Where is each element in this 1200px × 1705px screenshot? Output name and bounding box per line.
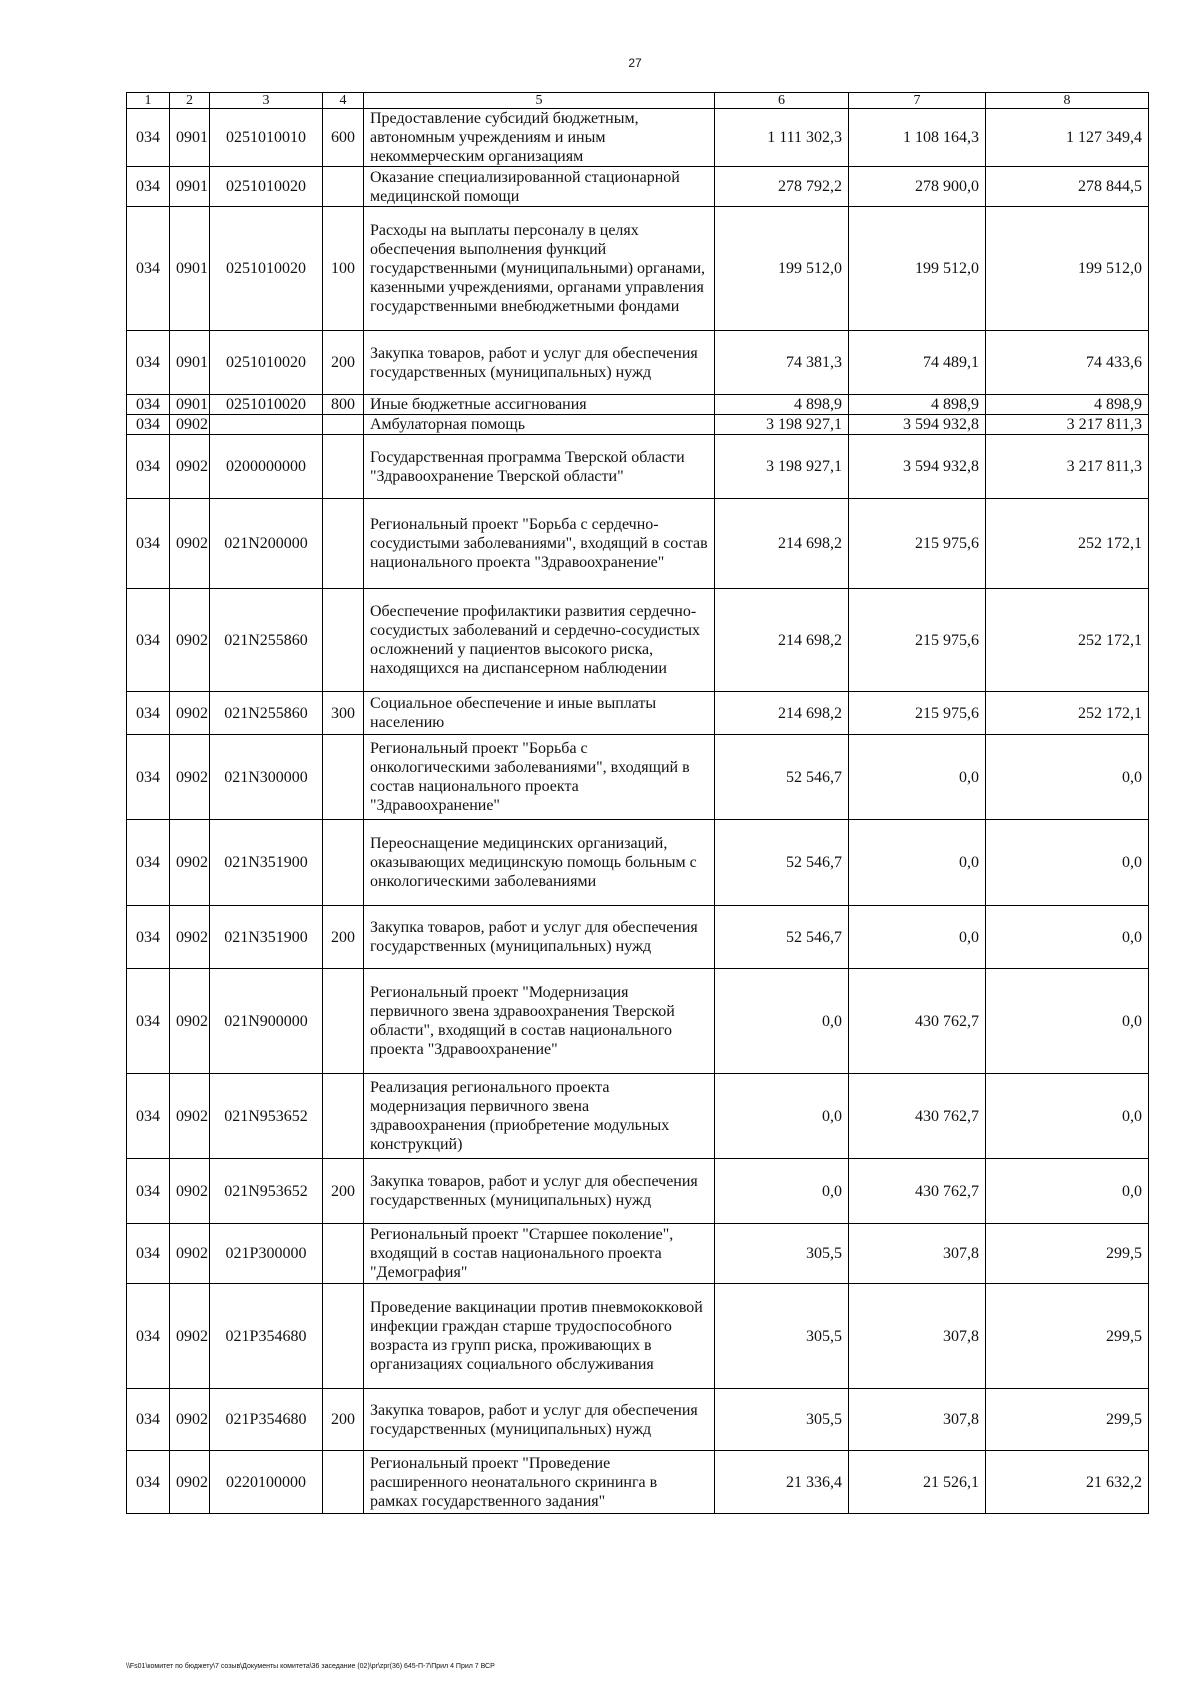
expense-type-cell: 200 — [323, 1389, 364, 1451]
ministry-code-cell: 034 — [127, 589, 170, 692]
amount-col8-cell: 3 217 811,3 — [986, 415, 1149, 435]
amount-col6-cell: 214 698,2 — [715, 692, 849, 735]
amount-col7-cell: 3 594 932,8 — [849, 435, 986, 499]
amount-col7-cell: 307,8 — [849, 1389, 986, 1451]
ministry-code-cell: 034 — [127, 331, 170, 395]
amount-col6-cell: 3 198 927,1 — [715, 435, 849, 499]
expense-type-cell: 600 — [323, 109, 364, 167]
table-row — [127, 435, 1149, 499]
column-header-7: 7 — [849, 93, 986, 109]
expense-type-cell — [323, 167, 364, 207]
ministry-code-cell: 034 — [127, 415, 170, 435]
description-cell: Проведение вакцинации против пневмококковой инфекции граждан старше трудоспособного возраста из групп риска, проживающих в организациях социального обслуживания — [364, 1284, 715, 1389]
amount-col7-cell: 430 762,7 — [849, 1074, 986, 1159]
target-article-cell: 021N300000 — [210, 735, 323, 820]
description-cell: Закупка товаров, работ и услуг для обеспечения государственных (муниципальных) нужд — [364, 331, 715, 395]
ministry-code-cell: 034 — [127, 395, 170, 415]
amount-col7-cell: 307,8 — [849, 1224, 986, 1284]
column-header-2: 2 — [170, 93, 210, 109]
amount-col6-cell: 305,5 — [715, 1224, 849, 1284]
section-code-cell: 0901 — [170, 109, 210, 167]
target-article-cell: 021N900000 — [210, 969, 323, 1074]
amount-col6-cell: 0,0 — [715, 1074, 849, 1159]
table-row — [127, 1074, 1149, 1159]
section-code-cell: 0901 — [170, 331, 210, 395]
expense-type-cell — [323, 1224, 364, 1284]
column-header-4: 4 — [323, 93, 364, 109]
expense-type-cell — [323, 589, 364, 692]
section-code-cell: 0902 — [170, 1284, 210, 1389]
ministry-code-cell: 034 — [127, 969, 170, 1074]
amount-col8-cell: 299,5 — [986, 1389, 1149, 1451]
target-article-cell: 021N351900 — [210, 906, 323, 969]
target-article-cell: 021N200000 — [210, 499, 323, 589]
description-cell: Предоставление субсидий бюджетным, автономным учреждениям и иным некоммерческим организациям — [364, 109, 715, 167]
amount-col6-cell: 52 546,7 — [715, 820, 849, 906]
amount-col6-cell: 1 111 302,3 — [715, 109, 849, 167]
description-cell: Социальное обеспечение и иные выплаты населению — [364, 692, 715, 735]
budget-table — [126, 92, 1149, 1514]
section-code-cell: 0902 — [170, 1451, 210, 1514]
description-cell: Оказание специализированной стационарной медицинской помощи — [364, 167, 715, 207]
expense-type-cell — [323, 735, 364, 820]
description-cell: Государственная программа Тверской области "Здравоохранение Тверской области" — [364, 435, 715, 499]
expense-type-cell — [323, 1451, 364, 1514]
description-cell: Переоснащение медицинских организаций, оказывающих медицинскую помощь больным с онкологическими заболеваниями — [364, 820, 715, 906]
section-code-cell: 0902 — [170, 820, 210, 906]
target-article-cell: 021P300000 — [210, 1224, 323, 1284]
file-path-footer: \\Fs01\комитет по бюджету\7 созыв\Документы комитета\36 заседание (02)\pr\zpr(36) 645-П-7\Прил 4 Прил 7 ВСР — [126, 1663, 495, 1670]
ministry-code-cell: 034 — [127, 1451, 170, 1514]
table-row — [127, 167, 1149, 207]
header-row — [127, 93, 1149, 109]
description-cell: Обеспечение профилактики развития сердечно-сосудистых заболеваний и сердечно-сосудистых осложнений у пациентов высокого риска, находящихся на диспансерном наблюдении — [364, 589, 715, 692]
section-code-cell: 0901 — [170, 207, 210, 331]
amount-col8-cell: 0,0 — [986, 906, 1149, 969]
description-cell: Закупка товаров, работ и услуг для обеспечения государственных (муниципальных) нужд — [364, 1389, 715, 1451]
ministry-code-cell: 034 — [127, 820, 170, 906]
section-code-cell: 0902 — [170, 589, 210, 692]
description-cell: Расходы на выплаты персоналу в целях обеспечения выполнения функций государственными (муниципальными) органами, казенными учреждениями, органами управления государственными внебюджетными фондами — [364, 207, 715, 331]
target-article-cell: 0251010020 — [210, 167, 323, 207]
target-article-cell: 0251010010 — [210, 109, 323, 167]
table-row — [127, 415, 1149, 435]
ministry-code-cell: 034 — [127, 906, 170, 969]
section-code-cell: 0902 — [170, 1224, 210, 1284]
expense-type-cell: 300 — [323, 692, 364, 735]
description-cell: Закупка товаров, работ и услуг для обеспечения государственных (муниципальных) нужд — [364, 1159, 715, 1224]
description-cell: Амбулаторная помощь — [364, 415, 715, 435]
table-row — [127, 906, 1149, 969]
section-code-cell: 0902 — [170, 692, 210, 735]
amount-col7-cell: 278 900,0 — [849, 167, 986, 207]
description-cell: Реализация регионального проекта модернизация первичного звена здравоохранения (приобретение модульных конструкций) — [364, 1074, 715, 1159]
expense-type-cell: 200 — [323, 906, 364, 969]
ministry-code-cell: 034 — [127, 167, 170, 207]
section-code-cell: 0902 — [170, 969, 210, 1074]
amount-col6-cell: 21 336,4 — [715, 1451, 849, 1514]
target-article-cell: 0251010020 — [210, 207, 323, 331]
ministry-code-cell: 034 — [127, 109, 170, 167]
section-code-cell: 0902 — [170, 1389, 210, 1451]
description-cell: Иные бюджетные ассигнования — [364, 395, 715, 415]
amount-col8-cell: 299,5 — [986, 1284, 1149, 1389]
column-header-3: 3 — [210, 93, 323, 109]
target-article-cell — [210, 415, 323, 435]
target-article-cell: 0251010020 — [210, 331, 323, 395]
description-cell: Закупка товаров, работ и услуг для обеспечения государственных (муниципальных) нужд — [364, 906, 715, 969]
table-row — [127, 207, 1149, 331]
section-code-cell: 0902 — [170, 415, 210, 435]
amount-col6-cell: 305,5 — [715, 1389, 849, 1451]
description-cell: Региональный проект "Старшее поколение", входящий в состав национального проекта "Демография" — [364, 1224, 715, 1284]
section-code-cell: 0902 — [170, 435, 210, 499]
column-header-1: 1 — [127, 93, 170, 109]
description-cell: Региональный проект "Борьба с онкологическими заболеваниями", входящий в состав национального проекта "Здравоохранение" — [364, 735, 715, 820]
target-article-cell: 021N953652 — [210, 1159, 323, 1224]
table-row — [127, 331, 1149, 395]
description-cell: Региональный проект "Проведение расширенного неонатального скрининга в рамках государственного задания" — [364, 1451, 715, 1514]
table-row — [127, 1284, 1149, 1389]
page-number: 27 — [628, 56, 642, 70]
expense-type-cell — [323, 435, 364, 499]
target-article-cell: 021P354680 — [210, 1284, 323, 1389]
amount-col6-cell: 74 381,3 — [715, 331, 849, 395]
amount-col8-cell: 4 898,9 — [986, 395, 1149, 415]
amount-col6-cell: 3 198 927,1 — [715, 415, 849, 435]
amount-col7-cell: 4 898,9 — [849, 395, 986, 415]
section-code-cell: 0902 — [170, 1074, 210, 1159]
amount-col8-cell: 252 172,1 — [986, 692, 1149, 735]
amount-col6-cell: 199 512,0 — [715, 207, 849, 331]
table-row — [127, 969, 1149, 1074]
amount-col7-cell: 21 526,1 — [849, 1451, 986, 1514]
ministry-code-cell: 034 — [127, 1284, 170, 1389]
amount-col7-cell: 0,0 — [849, 735, 986, 820]
amount-col6-cell: 214 698,2 — [715, 499, 849, 589]
table-row — [127, 589, 1149, 692]
amount-col8-cell: 199 512,0 — [986, 207, 1149, 331]
amount-col6-cell: 214 698,2 — [715, 589, 849, 692]
table-row — [127, 499, 1149, 589]
amount-col8-cell: 0,0 — [986, 1159, 1149, 1224]
amount-col6-cell: 0,0 — [715, 969, 849, 1074]
target-article-cell: 0251010020 — [210, 395, 323, 415]
amount-col7-cell: 0,0 — [849, 820, 986, 906]
amount-col7-cell: 3 594 932,8 — [849, 415, 986, 435]
table-row — [127, 820, 1149, 906]
expense-type-cell — [323, 1284, 364, 1389]
amount-col8-cell: 278 844,5 — [986, 167, 1149, 207]
amount-col7-cell: 307,8 — [849, 1284, 986, 1389]
column-header-6: 6 — [715, 93, 849, 109]
section-code-cell: 0902 — [170, 906, 210, 969]
ministry-code-cell: 034 — [127, 735, 170, 820]
target-article-cell: 021N255860 — [210, 692, 323, 735]
expense-type-cell — [323, 820, 364, 906]
amount-col8-cell: 0,0 — [986, 735, 1149, 820]
expense-type-cell: 800 — [323, 395, 364, 415]
table-row — [127, 692, 1149, 735]
amount-col6-cell: 278 792,2 — [715, 167, 849, 207]
amount-col6-cell: 52 546,7 — [715, 735, 849, 820]
ministry-code-cell: 034 — [127, 435, 170, 499]
ministry-code-cell: 034 — [127, 1074, 170, 1159]
amount-col8-cell: 252 172,1 — [986, 589, 1149, 692]
section-code-cell: 0902 — [170, 1159, 210, 1224]
amount-col7-cell: 215 975,6 — [849, 499, 986, 589]
section-code-cell: 0902 — [170, 499, 210, 589]
expense-type-cell — [323, 1074, 364, 1159]
ministry-code-cell: 034 — [127, 1224, 170, 1284]
target-article-cell: 021N351900 — [210, 820, 323, 906]
amount-col8-cell: 3 217 811,3 — [986, 435, 1149, 499]
description-cell: Региональный проект "Борьба с сердечно-сосудистыми заболеваниями", входящий в состав национального проекта "Здравоохранение" — [364, 499, 715, 589]
expense-type-cell — [323, 499, 364, 589]
amount-col7-cell: 74 489,1 — [849, 331, 986, 395]
target-article-cell: 0200000000 — [210, 435, 323, 499]
table-row — [127, 1389, 1149, 1451]
target-article-cell: 021N953652 — [210, 1074, 323, 1159]
amount-col8-cell: 1 127 349,4 — [986, 109, 1149, 167]
amount-col7-cell: 430 762,7 — [849, 1159, 986, 1224]
amount-col8-cell: 0,0 — [986, 1074, 1149, 1159]
amount-col6-cell: 52 546,7 — [715, 906, 849, 969]
table-row — [127, 1159, 1149, 1224]
table-row — [127, 109, 1149, 167]
section-code-cell: 0901 — [170, 167, 210, 207]
table-row — [127, 735, 1149, 820]
expense-type-cell — [323, 969, 364, 1074]
target-article-cell: 021P354680 — [210, 1389, 323, 1451]
target-article-cell: 021N255860 — [210, 589, 323, 692]
amount-col7-cell: 215 975,6 — [849, 692, 986, 735]
amount-col8-cell: 0,0 — [986, 820, 1149, 906]
amount-col8-cell: 0,0 — [986, 969, 1149, 1074]
amount-col7-cell: 0,0 — [849, 906, 986, 969]
expense-type-cell — [323, 415, 364, 435]
ministry-code-cell: 034 — [127, 207, 170, 331]
expense-type-cell: 100 — [323, 207, 364, 331]
amount-col6-cell: 305,5 — [715, 1284, 849, 1389]
ministry-code-cell: 034 — [127, 499, 170, 589]
ministry-code-cell: 034 — [127, 1159, 170, 1224]
ministry-code-cell: 034 — [127, 1389, 170, 1451]
target-article-cell: 0220100000 — [210, 1451, 323, 1514]
amount-col7-cell: 215 975,6 — [849, 589, 986, 692]
section-code-cell: 0902 — [170, 735, 210, 820]
amount-col8-cell: 252 172,1 — [986, 499, 1149, 589]
amount-col8-cell: 21 632,2 — [986, 1451, 1149, 1514]
section-code-cell: 0901 — [170, 395, 210, 415]
amount-col6-cell: 0,0 — [715, 1159, 849, 1224]
amount-col8-cell: 74 433,6 — [986, 331, 1149, 395]
amount-col7-cell: 199 512,0 — [849, 207, 986, 331]
column-header-8: 8 — [986, 93, 1149, 109]
description-cell: Региональный проект "Модернизация первичного звена здравоохранения Тверской области", входящий в состав национального проекта "Здравоохранение" — [364, 969, 715, 1074]
expense-type-cell: 200 — [323, 331, 364, 395]
column-header-5: 5 — [364, 93, 715, 109]
ministry-code-cell: 034 — [127, 692, 170, 735]
table-row — [127, 1451, 1149, 1514]
amount-col7-cell: 1 108 164,3 — [849, 109, 986, 167]
table-row — [127, 1224, 1149, 1284]
table-row — [127, 395, 1149, 415]
amount-col8-cell: 299,5 — [986, 1224, 1149, 1284]
amount-col6-cell: 4 898,9 — [715, 395, 849, 415]
expense-type-cell: 200 — [323, 1159, 364, 1224]
amount-col7-cell: 430 762,7 — [849, 969, 986, 1074]
